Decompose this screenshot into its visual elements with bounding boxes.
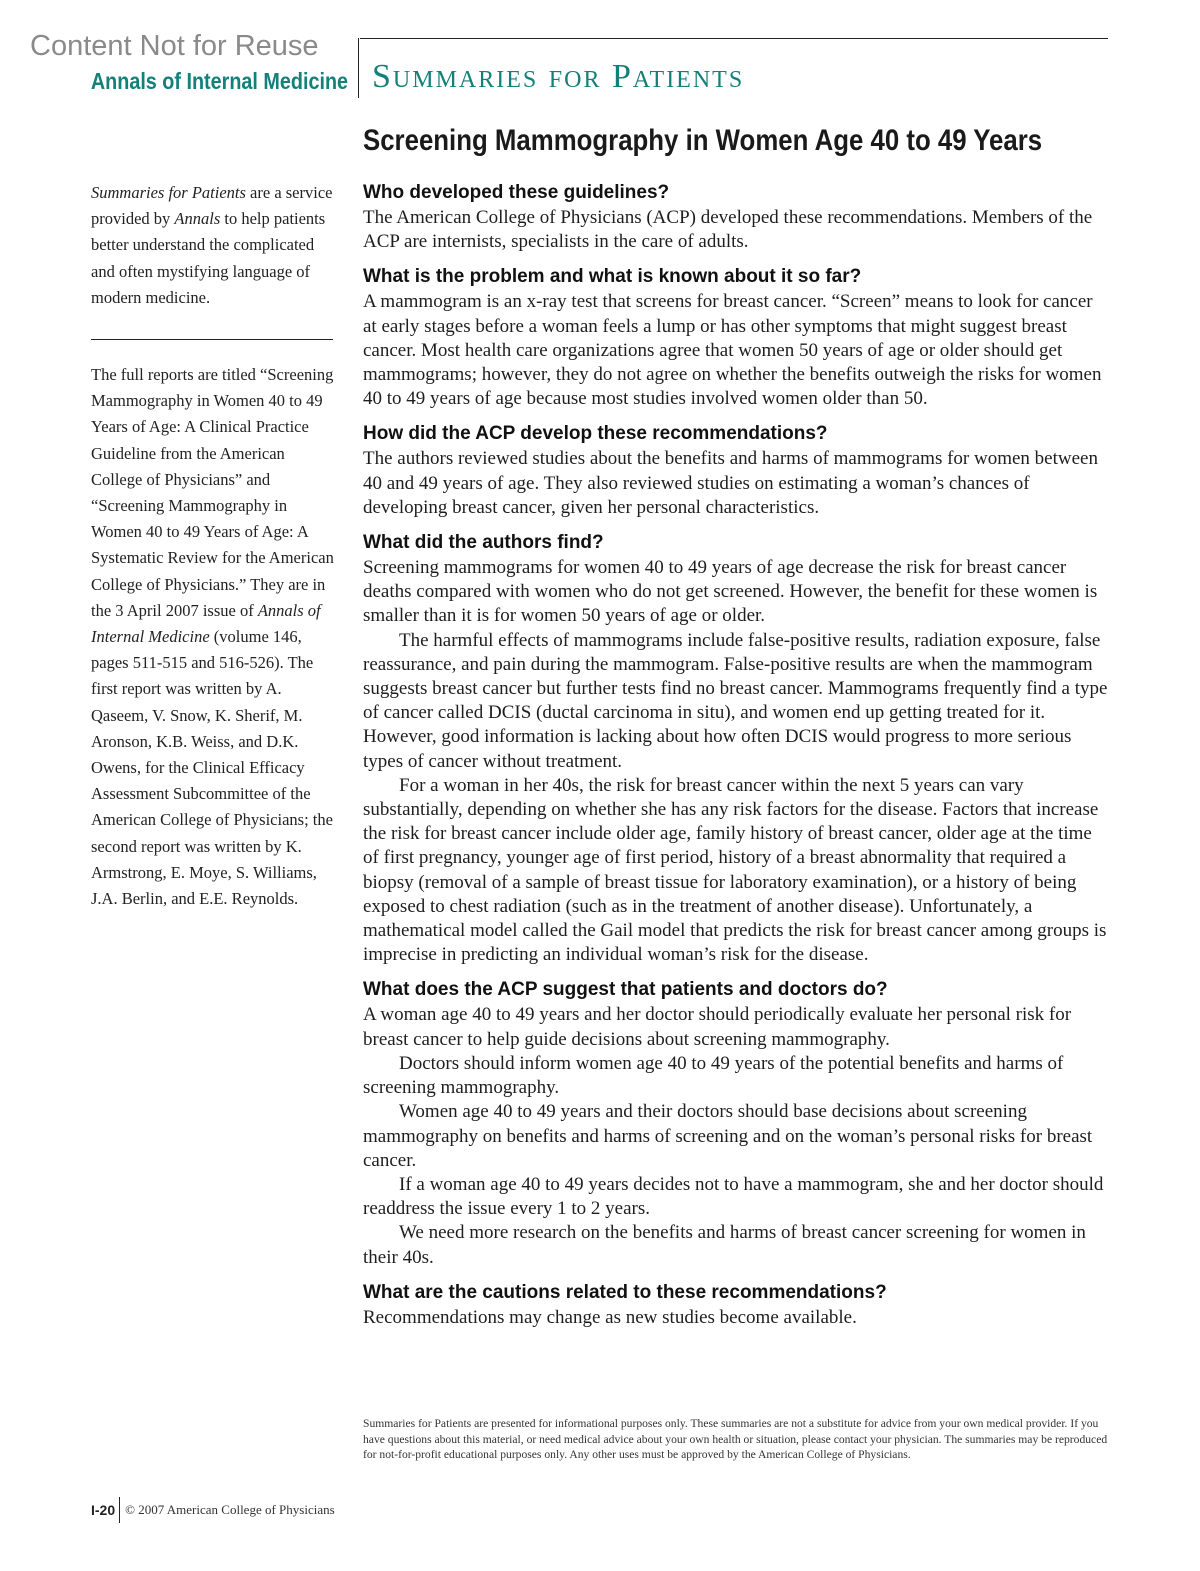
section-findings [363, 530, 1108, 967]
journal-name: Annals of Internal Medicine [90, 68, 348, 94]
question-heading: What is the problem and what is known about it so far? [363, 266, 862, 288]
footer-divider [119, 1497, 120, 1523]
answer-paragraph: Women age 40 to 49 years and their doctors should base decisions about screening mammography on benefits and harms of screening and on the woman’s personal risks for breast cancer. [363, 1101, 1093, 1171]
answer-paragraph: The American College of Physicians (ACP) developed these recommendations. Members of the ACP are internists, specialists in the care of adults. [363, 207, 1093, 253]
section-who-developed [363, 180, 1108, 254]
answer-paragraph: The harmful effects of mammograms include false-positive results, radiation exposure, false reassurance, and pain during the mammogram. False-positive results are when the mammogram suggests breast cancer but further tests find no breast cancer. Mammograms frequently find a type of cancer called DCIS (ductal carcinoma in situ), and women end up getting treated for it. However, good information is lacking about how often DCIS would progress to more serious types of cancer without treatment. [363, 629, 1108, 772]
intro-italic-2: Annals [174, 209, 221, 229]
question-heading: Who developed these guidelines? [363, 182, 670, 203]
answer-paragraph: A woman age 40 to 49 years and her doctor should periodically evaluate her personal risk for breast cancer to help guide decisions about screening mammography. [363, 1004, 1072, 1050]
copyright: © 2007 American College of Physicians [125, 1502, 335, 1517]
reports-text-1: The full reports are titled “Screening Mammography in Women 40 to 49 Years of Age: A Clinical Practice Guideline from the American College of Physicians” and “Screening Mammography in Women 40 to 49 Years of Age: A Systematic Review for the American College of Physicians.” They are in the 3 April 2007 issue of [91, 365, 334, 620]
page-number: I-20 [91, 1502, 116, 1518]
watermark: Content Not for Reuse [30, 30, 319, 62]
reports-text-2: (volume 146, pages 511-515 and 516-526). The first report was written by A. Qaseem, V. Snow, K. Sherif, M. Aronson, K.B. Weiss, and D.K. Owens, for the Clinical Efficacy Assessment Subcommittee of the American College of Physicians; the second report was written by K. Armstrong, E. Moye, S. Williams, J.A. Berlin, and E.E. Reynolds. [91, 627, 333, 909]
intro-text-2: to help patients better understand the complicated and often mystifying language of modern medicine. [91, 209, 326, 307]
answer-paragraph: A mammogram is an x-ray test that screens for breast cancer. “Screen” means to look for cancer at early stages before a woman feels a lump or has other symptoms that might suggest breast cancer. Most health care organizations agree that women 50 years of age or older should get mammograms; however, they do not agree on whether the benefits outweigh the risks for women 40 to 49 years of age because most studies involved women older than 50. [363, 291, 1102, 410]
main-content [363, 180, 1108, 1340]
question-heading: What does the ACP suggest that patients and doctors do? [363, 979, 888, 1001]
answer-paragraph: Screening mammograms for women 40 to 49 years of age decrease the risk for breast cancer deaths compared with women who do not get screened. However, the benefit for these women is smaller than it is for women 50 years of age or older. [363, 557, 1098, 627]
header-rule [360, 38, 1108, 39]
page-footer [91, 1497, 335, 1523]
section-title: Summaries for Patients [372, 58, 745, 95]
answer-paragraph: If a woman age 40 to 49 years decides not to have a mammogram, she and her doctor should readdress the issue every 1 to 2 years. [363, 1173, 1104, 1220]
sidebar-intro [91, 180, 335, 333]
reports-italic: Annals of Internal Medicine [91, 600, 321, 647]
section-cautions [363, 1280, 1108, 1330]
sidebar-reports [91, 362, 335, 912]
disclaimer: Summaries for Patients are presented for informational purposes only. These summaries are not a substitute for advice from your own medical provider. If you have questions about this material, or need medical advice about your own health or situation, please contact your physician. The summaries may be reproduced for not-for-profit educational purposes only. Any other uses must be approved by the American College of Physicians. [363, 1417, 1108, 1461]
intro-italic-1: Summaries for Patients [91, 183, 246, 202]
answer-paragraph: The authors reviewed studies about the benefits and harms of mammograms for women between 40 and 49 years of age. They also reviewed studies on estimating a woman’s chances of developing breast cancer, given her personal characteristics. [363, 448, 1098, 518]
intro-text-1: are a service provided by [91, 183, 333, 229]
answer-paragraph: Recommendations may change as new studies become available. [363, 1306, 857, 1328]
article-title: Screening Mammography in Women Age 40 to 49 Years [363, 124, 1043, 157]
question-heading: How did the ACP develop these recommendations? [363, 423, 828, 445]
answer-paragraph: We need more research on the benefits and harms of breast cancer screening for women in their 40s. [363, 1222, 1086, 1268]
answer-paragraph: For a woman in her 40s, the risk for breast cancer within the next 5 years can vary substantially, depending on whether she has any risk factors for the disease. Factors that increase the risk for breast cancer include older age, family history of breast cancer, older age at the time of first pregnancy, younger age of first period, history of a breast abnormality that required a biopsy (removal of a sample of breast tissue for laboratory examination), or a history of being exposed to chest radiation (such as in the treatment of another disease). Unfortunately, a mathematical model called the Gail model that predicts the risk for breast cancer among groups is imprecise in predicting an individual woman’s risk for the disease. [363, 774, 1107, 966]
question-heading: What are the cautions related to these recommendations? [363, 1281, 887, 1303]
answer-paragraph: Doctors should inform women age 40 to 49 years of the potential benefits and harms of screening mammography. [363, 1052, 1064, 1099]
section-how-developed [363, 421, 1108, 520]
section-suggestions [363, 977, 1108, 1269]
section-problem [363, 264, 1108, 411]
header-divider [358, 38, 359, 98]
sidebar-divider [91, 339, 333, 340]
sidebar [91, 180, 335, 912]
question-heading: What did the authors find? [363, 532, 604, 554]
